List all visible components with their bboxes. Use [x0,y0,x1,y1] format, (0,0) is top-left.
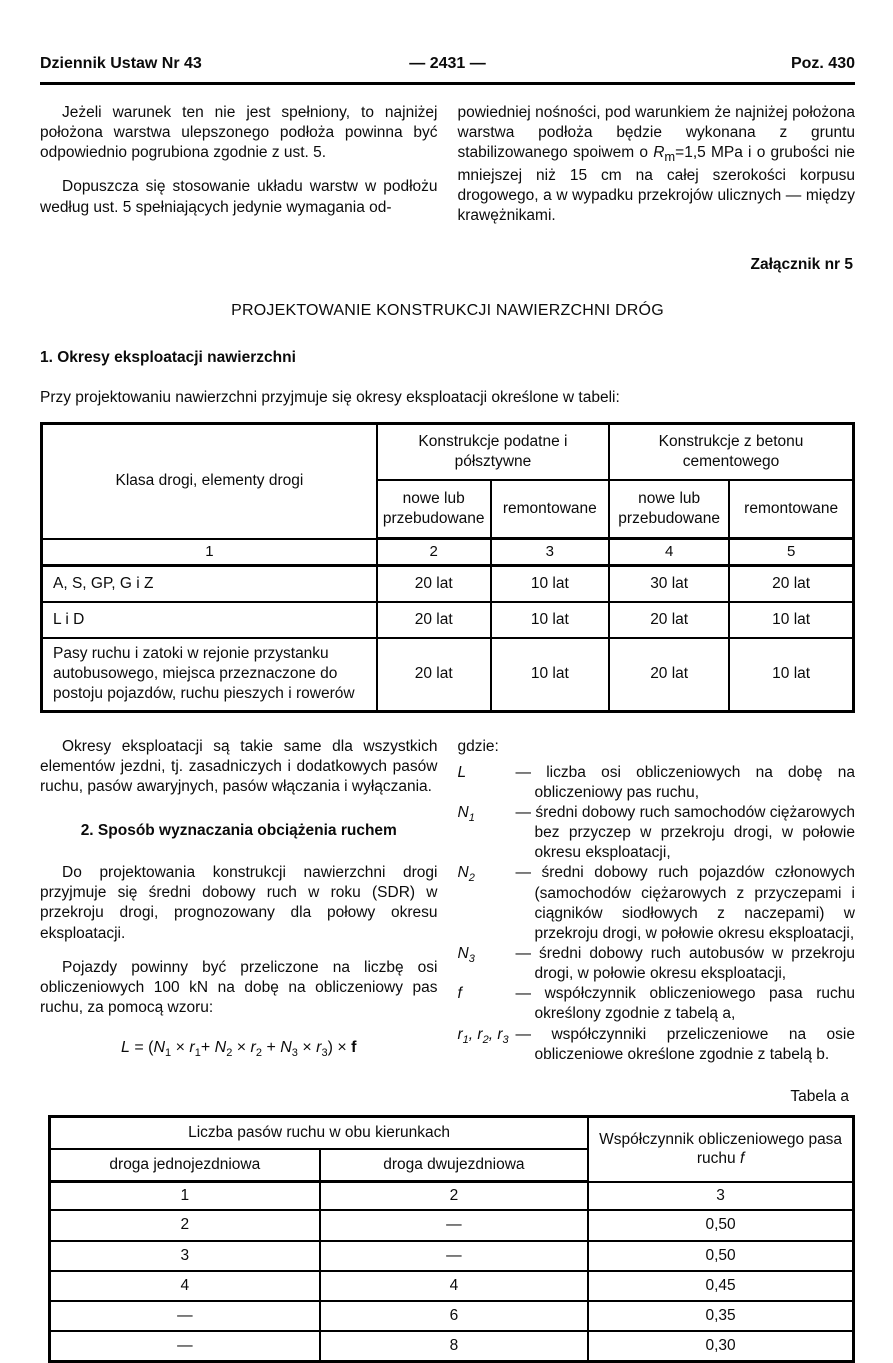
document-title: PROJEKTOWANIE KONSTRUKCJI NAWIERZCHNI DRÓG [231,301,664,319]
column-number: 2 [377,539,491,566]
intro-right-column [458,103,856,227]
value-cell: 20 lat [609,602,729,638]
masthead [40,54,855,76]
value-cell: 10 lat [491,565,610,602]
section-1-heading: 1. Okresy eksploatacji nawierzchni [40,348,296,366]
paragraph: Dopuszcza się stosowanie układu warstw w podłożu według ust. 5 spełniających jedynie wymagania od- [40,178,438,216]
definition-term: $N_3$ [457,944,475,966]
value-cell: 20 lat [609,638,729,711]
value-cell: 10 lat [491,602,610,638]
definition-text: — współczynnik obliczeniowego pasa ruchu określony zgodnie z tabelą a, [515,985,855,1023]
paragraph: Do projektowania konstrukcji nawierzchni drogi przyjmuje się średni dobowy ruch w roku (SDR) w przekroju drogi, prognozowany dla połowy okresu eksploatacji. [40,864,438,942]
column-subheader: nowe lub przebudowane [609,480,729,539]
value-cell: — [50,1331,320,1362]
header-rule [40,82,855,85]
value-cell: 8 [320,1331,589,1362]
intro-section [40,103,855,227]
column-number: 3 [588,1182,853,1211]
axle-load-formula: $L = (N_1 \times r_1+ N_2 \times r_2 + N_3 \times r_3) \times f$ [120,1039,357,1060]
definition-term: $N_2$ [457,864,475,885]
column-number: 2 [320,1182,589,1211]
value-cell: 0,50 [588,1210,853,1240]
annex-label: Załącznik nr 5 [750,255,853,273]
paragraph: Okresy eksploatacji są takie same dla wszystkich elementów jezdni, tj. zasadniczych i dodatkowych pasów ruchu, pasów awaryjnych, pasów włączania i wyłączania. [40,737,438,795]
value-cell: 3 [50,1241,320,1271]
where-label: gdzie: [457,737,499,755]
value-cell: 10 lat [491,638,610,711]
road-class-cell: A, S, GP, G i Z [42,565,377,602]
intro-left-column [40,103,438,227]
column-subheader: droga dwujezdniowa [320,1149,589,1182]
table-row [42,565,854,602]
value-cell: 20 lat [729,565,853,602]
section-2-right-column [458,737,856,1065]
column-number: 5 [729,539,853,566]
section-2 [40,737,855,1065]
position-number: Poz. 430 [790,55,855,72]
value-cell: 10 lat [729,602,853,638]
road-class-cell: Pasy ruchu i zatoki w rejonie przystanku autobusowego, miejsca przeznaczone do postoju pojazdów, ruchu pieszych i rowerów [42,638,377,711]
definition-text: — średni dobowy ruch autobusów w przekroju drogi, w połowie okresu eksploatacji, [515,944,855,983]
value-cell: — [320,1210,589,1240]
value-cell: 0,35 [588,1301,853,1331]
table-row [42,638,854,711]
page-number: — 2431 — [409,55,486,72]
section-2-heading: 2. Sposób wyznaczania obciążenia ruchem [80,822,397,839]
table-header-row [50,1116,854,1149]
value-cell: 0,30 [588,1331,853,1362]
definition-term: f [457,985,462,1003]
column-header: Klasa drogi, elementy drogi [42,423,377,539]
table-row [50,1271,854,1301]
value-cell: 10 lat [729,638,853,711]
column-subheader: nowe lub przebudowane [377,480,491,539]
journal-title: Dziennik Ustaw Nr 43 [40,55,202,72]
value-cell: 2 [50,1210,320,1240]
column-group-header: Konstrukcje podatne i półsztywne [377,423,609,480]
value-cell: 6 [320,1301,589,1331]
value-cell: 20 lat [377,565,491,602]
column-number: 1 [50,1182,320,1211]
section-2-left-column [40,737,438,1065]
paragraph: powiedniej nośności, pod warunkiem że najniżej położona warstwa podłoża będzie wykonana z gruntu stabilizowanego spoiwem o $R_m=1,5$ MPa i o grubości nie mniejszej niż 15 cm na całej szerokości korpusu drogowego, a w wypadku przekrojów ulicznych — między krawężnikami. [457,104,856,225]
column-number: 4 [609,539,729,566]
definition-item [458,863,856,944]
value-cell: 20 lat [377,602,491,638]
table-row [42,602,854,638]
table-row [50,1331,854,1362]
value-cell: — [320,1241,589,1271]
table-header-row [42,423,854,480]
value-cell: 4 [50,1271,320,1301]
value-cell: 0,45 [588,1271,853,1301]
definition-text: — średni dobowy ruch pojazdów członowych (samochodów ciężarowych z przyczepami i ciągników siodłowych z naczepami) w przekroju drogi, w połowie okresu eksploatacji, [515,864,855,942]
definition-text: — średni dobowy ruch samochodów ciężarowych bez przyczep w przekroju drogi, w połowie okresu eksploatacji, [515,804,855,862]
definition-item [458,1025,856,1065]
table-row [50,1301,854,1331]
column-group-header: Liczba pasów ruchu w obu kierunkach [50,1116,589,1149]
definition-text: — liczba osi obliczeniowych na dobę na obliczeniowy pas ruchu, [515,763,855,801]
definition-text: — współczynniki przeliczeniowe na osie obliczeniowe określone zgodnie z tabelą b. [515,1025,855,1063]
column-header: Współczynnik obliczeniowego pasa ruchu f [588,1116,853,1181]
section-1-intro: Przy projektowaniu nawierzchni przyjmuje się okresy eksploatacji określone w tabeli: [40,388,620,406]
column-subheader: remontowane [491,480,610,539]
value-cell: 0,50 [588,1241,853,1271]
column-number-row [50,1182,854,1211]
paragraph: Pojazdy powinny być przeliczone na liczbę osi obliczeniowych 100 kN na dobę na obliczeniowy pas ruchu, za pomocą wzoru: [40,958,438,1016]
value-cell: 30 lat [609,565,729,602]
table-row [50,1241,854,1271]
table-a-label: Tabela a [790,1087,849,1105]
definition-item [458,763,856,803]
column-subheader: droga jednojezdniowa [50,1149,320,1182]
column-number-row [42,539,854,566]
definition-term: $N_1$ [457,804,475,825]
definition-item [458,803,856,863]
definition-term: $r_1$, $r_2$, $r_3$ [457,1025,509,1046]
paragraph: Jeżeli warunek ten nie jest spełniony, to najniżej położona warstwa ulepszonego podłoża powinna być odpowiednio pogrubiona zgodnie z ust. 5. [40,104,438,162]
table-row [50,1210,854,1240]
value-cell: 4 [320,1271,589,1301]
road-class-cell: L i D [42,602,377,638]
definition-term: L [457,763,467,781]
lane-coefficient-table [48,1115,855,1363]
exploitation-periods-table [40,422,855,713]
value-cell: 20 lat [377,638,491,711]
value-cell: — [50,1301,320,1331]
definition-item [458,984,856,1024]
column-subheader: remontowane [729,480,853,539]
column-number: 1 [42,539,377,566]
definition-item [458,944,856,984]
column-number: 3 [491,539,610,566]
column-group-header: Konstrukcje z betonu cementowego [609,423,853,480]
